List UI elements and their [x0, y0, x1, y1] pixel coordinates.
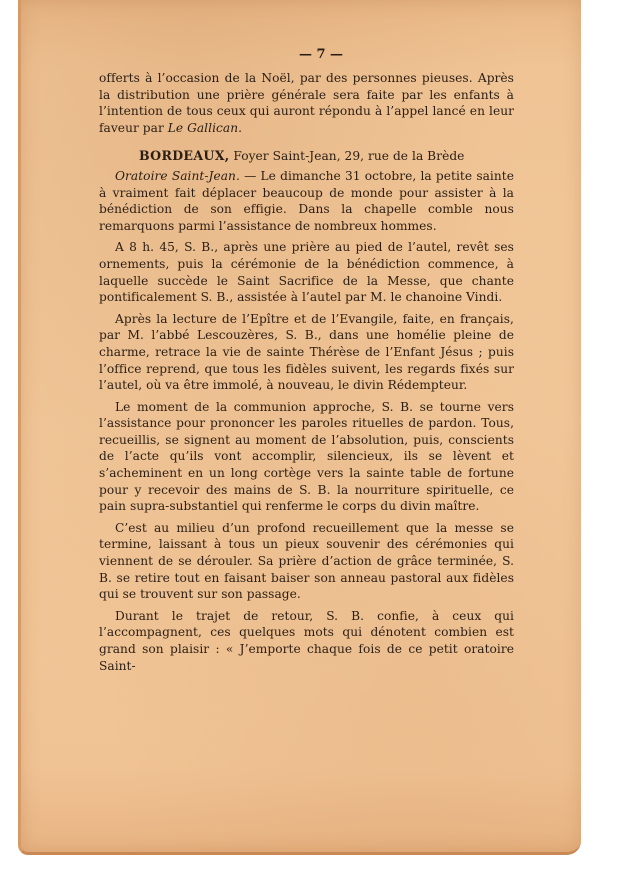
heading-city: BORDEAUX,	[139, 148, 230, 164]
article-paragraph: A 8 h. 45, S. B., après une prière au pied de l’autel, revêt ses ornements, puis la cérémonie de la bénédiction commence, à laquelle succède le Saint Sacrifice de la Messe, que chante pontificalement S. B., assistée à l’autel par M. le chanoine Vindi.	[99, 240, 514, 305]
intro-paragraph	[99, 70, 514, 136]
article-lead-title: Oratoire Saint-Jean.	[115, 168, 240, 183]
article-paragraph: Durant le trajet de retour, S. B. confie, à ceux qui l’accompagnent, ces quelques mots qui dénotent combien est grand son plaisir : « J’emporte chaque fois de ce petit oratoire Saint-	[99, 608, 514, 673]
page-number: — 7 —	[298, 47, 344, 62]
article-lead-paragraph	[99, 168, 514, 234]
publication-title: Le Gallican	[167, 120, 239, 135]
article-paragraph: Après la lecture de l’Epître et de l’Evangile, faite, en français, par M. l’abbé Lescouzères, S. B., dans une homélie pleine de charme, retrace la vie de sainte Thérèse de l’Enfant Jésus ; puis l’office reprend, que tous les fidèles suivent, les regards fixés sur l’autel, où va être immolé, à nouveau, le divin Rédempteur.	[99, 311, 514, 393]
intro-tail: .	[238, 120, 243, 135]
article-paragraph: Le moment de la communion approche, S. B. se tourne vers l’assistance pour prononcer les paroles rituelles de pardon. Tous, recueillis, se signent au moment de l’absolution, puis, conscients de l’acte qu’ils vont accomplir, silencieux, ils se lèvent et s’acheminent en un long cortège vers la sainte table de fortune pour y recevoir des mains de S. B. la nourriture spirituelle, ce pain supra-substantiel qui renferme le corps du divin maître.	[99, 399, 514, 514]
heading-address: Foyer Saint-Jean, 29, rue de la Brède	[229, 149, 465, 164]
section-heading	[99, 148, 514, 165]
article-lead-text: — Le dimanche 31 octobre, la petite sainte à vraiment fait déplacer beaucoup de monde pour assister à la bénédiction de son effigie. Dans la chapelle comble nous remarquons parmi l’assistance de nombreux hommes.	[99, 168, 514, 233]
intro-text: offerts à l’occasion de la Noël, par des personnes pieuses. Après la distribution une prière générale sera faite par les enfants à l’intention de tous ceux qui auront répondu à l’appel lancé en leur faveur par	[99, 71, 514, 135]
document-page	[18, 0, 581, 855]
page-body	[99, 70, 514, 679]
article-paragraph: C’est au milieu d’un profond recueillement que la messe se termine, laissant à tous un pieux souvenir des cérémonies qui viennent de se dérouler. Sa prière d’action de grâce terminée, S. B. se retire tout en faisant baiser son anneau pastoral aux fidèles qui se trouvent sur son passage.	[99, 520, 514, 602]
